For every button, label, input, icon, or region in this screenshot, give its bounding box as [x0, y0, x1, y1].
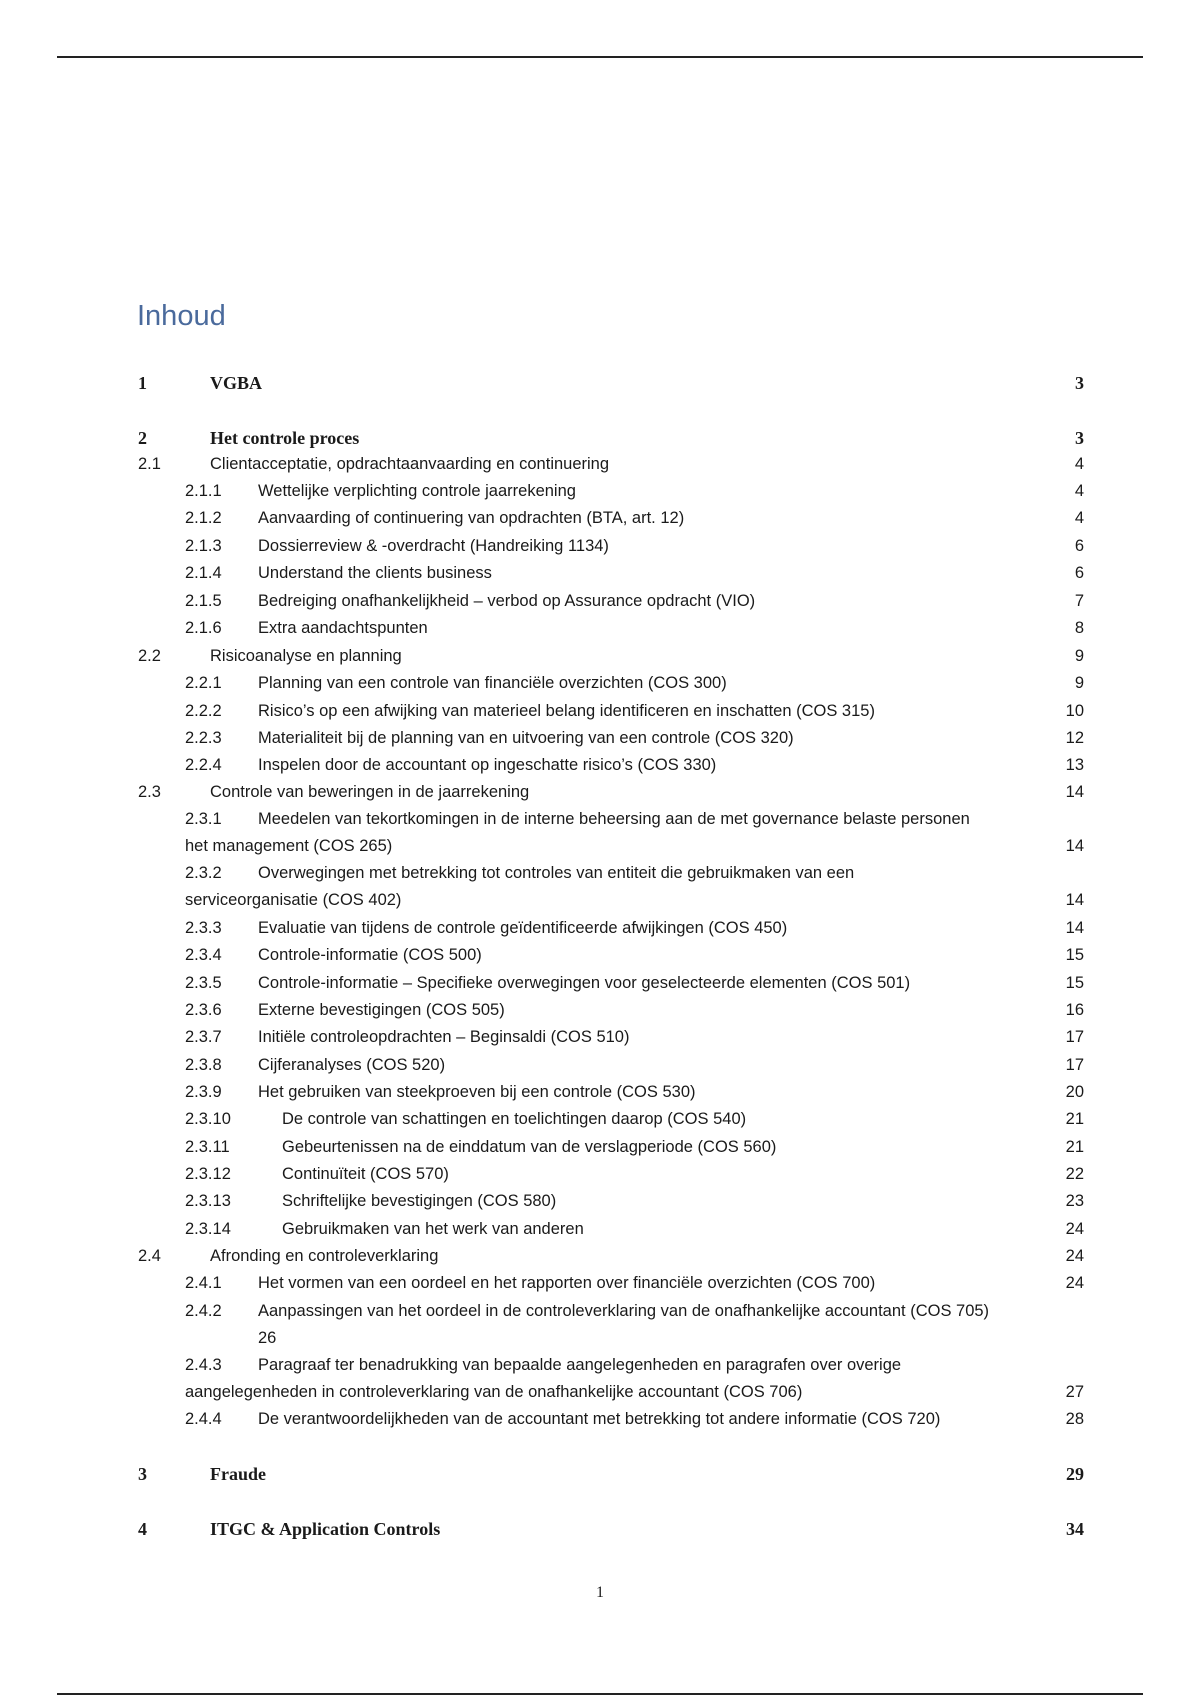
page-ref: 34	[1066, 1519, 1084, 1539]
chapter-number: 4	[138, 1519, 147, 1539]
page-ref: 3	[1075, 428, 1084, 448]
chapter-title: Fraude	[210, 1464, 266, 1484]
section-number: 2.3.3	[185, 919, 222, 937]
chapter-number: 1	[138, 373, 147, 393]
section-title: Bedreiging onafhankelijkheid – verbod op Assurance opdracht (VIO)	[258, 592, 756, 610]
section-number: 2.4.3	[185, 1356, 222, 1374]
section-number: 2.4.4	[185, 1410, 222, 1428]
chapter-title: ITGC & Application Controls	[210, 1519, 441, 1539]
chapter-number: 3	[138, 1464, 147, 1484]
section-number: 2.3.7	[185, 1028, 222, 1046]
page-ref: 13	[1065, 756, 1084, 774]
section-title: Inspelen door de accountant op ingeschatte risico’s (COS 330)	[258, 756, 717, 774]
section-number: 2.3.1	[185, 810, 222, 828]
header-rule	[57, 56, 1143, 58]
section-title: Het gebruiken van steekproeven bij een controle (COS 530)	[258, 1083, 696, 1101]
section-number: 2.3.6	[185, 1001, 222, 1019]
page-ref: 24	[1065, 1247, 1084, 1265]
section-title: Gebruikmaken van het werk van anderen	[282, 1220, 584, 1238]
section-number: 2.3.10	[185, 1110, 231, 1128]
page-ref: 4	[1074, 482, 1084, 500]
page-ref: 9	[1074, 647, 1084, 665]
section-number: 2.4.1	[185, 1274, 222, 1292]
page-number: 1	[596, 1584, 604, 1601]
section-number: 2.4	[138, 1247, 161, 1265]
page-ref: 15	[1065, 946, 1084, 964]
section-title: De controle van schattingen en toelichtingen daarop (COS 540)	[282, 1110, 747, 1128]
section-number: 2.3.5	[185, 974, 222, 992]
page-ref: 9	[1074, 674, 1084, 692]
section-title: Initiële controleopdrachten – Beginsaldi (COS 510)	[258, 1028, 630, 1046]
page-ref: 22	[1065, 1165, 1084, 1183]
section-title: De verantwoordelijkheden van de accountant met betrekking tot andere informatie (COS 720)	[258, 1410, 941, 1428]
page-ref: 12	[1065, 729, 1084, 747]
page-ref: 20	[1065, 1083, 1084, 1101]
section-number: 2.3.11	[185, 1138, 230, 1156]
footer-rule	[57, 1693, 1143, 1695]
page-ref: 17	[1065, 1056, 1084, 1074]
section-title: Risicoanalyse en planning	[210, 647, 402, 665]
page-ref: 10	[1065, 702, 1084, 720]
page-ref: 14	[1065, 891, 1084, 909]
section-title: Controle-informatie (COS 500)	[258, 946, 482, 964]
section-number: 2.3.13	[185, 1192, 231, 1210]
page-ref: 7	[1074, 592, 1084, 610]
section-title: Wettelijke verplichting controle jaarrekening	[258, 482, 576, 500]
page-ref: 4	[1074, 455, 1084, 473]
section-title: Aanvaarding of continuering van opdrachten (BTA, art. 12)	[258, 509, 685, 527]
chapter-number: 2	[138, 428, 147, 448]
section-number: 2.3.2	[185, 864, 222, 882]
section-title: Materialiteit bij de planning van en uitvoering van een controle (COS 320)	[258, 729, 794, 747]
section-number: 2.1.2	[185, 509, 222, 527]
page-ref: 16	[1065, 1001, 1084, 1019]
section-title: Cijferanalyses (COS 520)	[258, 1056, 446, 1074]
section-number: 2.1.6	[185, 619, 222, 637]
page-ref: 3	[1075, 373, 1084, 393]
section-number: 2.3	[138, 783, 161, 801]
page-ref: 21	[1065, 1110, 1084, 1128]
section-number: 2.2.4	[185, 756, 222, 774]
section-number: 2.2	[138, 647, 161, 665]
section-title-continued: aangelegenheden in controleverklaring van de onafhankelijke accountant (COS 706)	[185, 1383, 803, 1401]
chapter-title: Het controle proces	[210, 428, 360, 448]
page-ref: 6	[1074, 537, 1084, 555]
chapter-title: VGBA	[210, 373, 263, 393]
section-number: 2.3.4	[185, 946, 222, 964]
section-title: Extra aandachtspunten	[258, 619, 428, 637]
page-ref: 15	[1065, 974, 1084, 992]
section-number: 2.2.2	[185, 702, 222, 720]
page-ref: 21	[1065, 1138, 1084, 1156]
page-ref[interactable]: 26	[258, 1329, 277, 1347]
section-title: Aanpassingen van het oordeel in de controleverklaring van de onafhankelijke accountant (COS 705)	[258, 1302, 990, 1320]
page-ref: 27	[1065, 1383, 1084, 1401]
page-ref: 8	[1074, 619, 1084, 637]
section-title: Dossierreview & -overdracht (Handreiking 1134)	[258, 537, 609, 555]
page-ref: 14	[1065, 783, 1084, 801]
section-title: Controle-informatie – Specifieke overwegingen voor geselecteerde elementen (COS 501)	[258, 974, 911, 992]
section-number: 2.3.14	[185, 1220, 231, 1238]
section-number: 2.2.3	[185, 729, 222, 747]
section-title: Evaluatie van tijdens de controle geïdentificeerde afwijkingen (COS 450)	[258, 919, 788, 937]
section-title: Schriftelijke bevestigingen (COS 580)	[282, 1192, 557, 1210]
toc-title: Inhoud	[137, 300, 226, 332]
page-ref: 14	[1065, 837, 1084, 855]
section-number: 2.1.3	[185, 537, 222, 555]
section-number: 2.1	[138, 455, 161, 473]
page-ref: 24	[1065, 1220, 1084, 1238]
section-number: 2.3.12	[185, 1165, 231, 1183]
section-number: 2.3.9	[185, 1083, 222, 1101]
section-number: 2.1.1	[185, 482, 222, 500]
page-ref: 4	[1074, 509, 1084, 527]
section-title: Risico’s op een afwijking van materieel belang identificeren en inschatten (COS 315)	[258, 702, 875, 720]
section-number: 2.1.5	[185, 592, 222, 610]
page-ref: 28	[1065, 1410, 1084, 1428]
section-title: Continuïteit (COS 570)	[282, 1165, 449, 1183]
section-title: Afronding en controleverklaring	[210, 1247, 439, 1265]
section-title: Understand the clients business	[258, 564, 492, 582]
page-ref: 29	[1066, 1464, 1084, 1484]
section-title: Meedelen van tekortkomingen in de interne beheersing aan de met governance belaste personen	[258, 810, 970, 828]
section-number: 2.2.1	[185, 674, 222, 692]
section-title: Controle van beweringen in de jaarrekening	[210, 783, 530, 801]
section-title: Paragraaf ter benadrukking van bepaalde aangelegenheden en paragrafen over overige	[258, 1356, 902, 1374]
page-ref: 23	[1065, 1192, 1084, 1210]
section-title-continued: serviceorganisatie (COS 402)	[185, 891, 402, 909]
section-title-continued: het management (COS 265)	[185, 837, 393, 855]
section-title: Het vormen van een oordeel en het rapporten over financiële overzichten (COS 700)	[258, 1274, 876, 1292]
section-number: 2.3.8	[185, 1056, 222, 1074]
section-title: Gebeurtenissen na de einddatum van de verslagperiode (COS 560)	[282, 1138, 777, 1156]
section-title: Overwegingen met betrekking tot controles van entiteit die gebruikmaken van een	[258, 864, 855, 882]
page-ref: 14	[1065, 919, 1084, 937]
section-title: Clientacceptatie, opdrachtaanvaarding en continuering	[210, 455, 610, 473]
page-ref: 17	[1065, 1028, 1084, 1046]
page-ref: 6	[1074, 564, 1084, 582]
section-number: 2.1.4	[185, 564, 222, 582]
section-number: 2.4.2	[185, 1302, 222, 1320]
page-ref: 24	[1065, 1274, 1084, 1292]
section-title: Externe bevestigingen (COS 505)	[258, 1001, 505, 1019]
section-title: Planning van een controle van financiële overzichten (COS 300)	[258, 674, 727, 692]
